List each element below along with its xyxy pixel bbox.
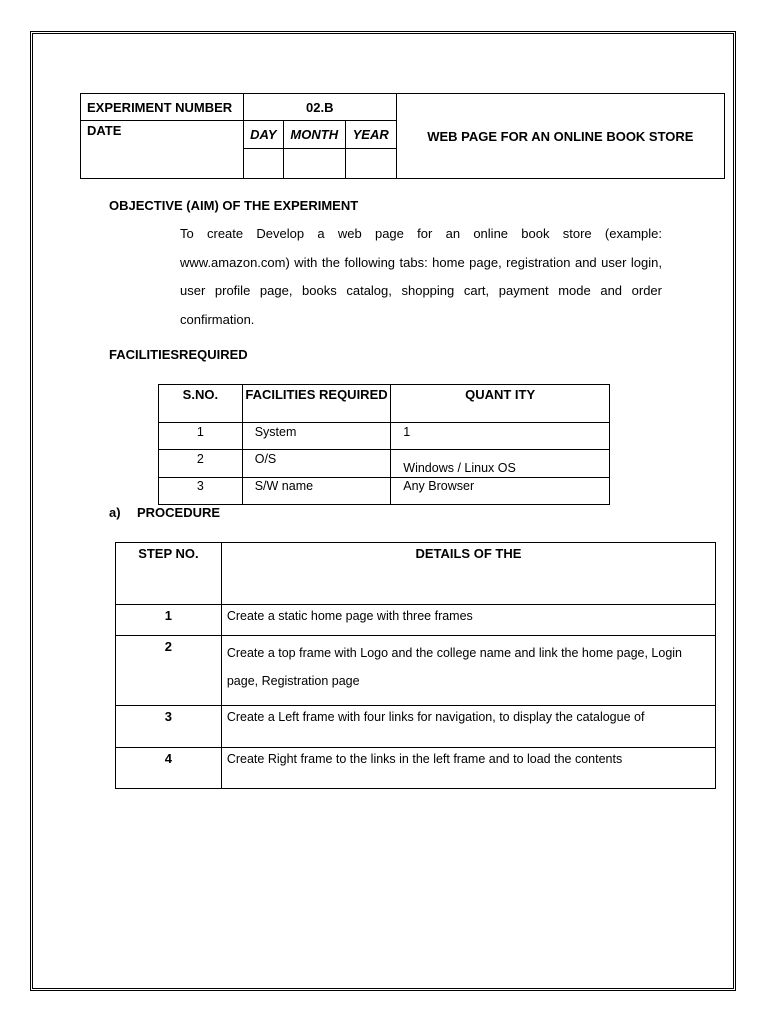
facilities-row3-facility: S/W name <box>242 478 391 505</box>
step-3-number: 3 <box>116 706 222 748</box>
facilities-col-facilities: FACILITIES REQUIRED <box>242 385 391 423</box>
year-label: YEAR <box>345 121 396 149</box>
day-label: DAY <box>243 121 283 149</box>
facilities-row2-sno: 2 <box>159 450 243 478</box>
facilities-row3-quantity: Any Browser <box>391 478 610 505</box>
month-value <box>283 149 345 179</box>
step-1-number: 1 <box>116 605 222 636</box>
facilities-col-quantity: QUANT ITY <box>391 385 610 423</box>
objective-text: To create Develop a web page for an online book store (example: www.amazon.com) with the following tabs: home page, registration and user login, user profile page, books catalog, shopping cart, payment mode and order confirmation. <box>180 226 662 327</box>
procedure-marker: a) <box>109 505 121 520</box>
facilities-row2-facility: O/S <box>242 450 391 478</box>
facilities-row2-quantity: Windows / Linux OS <box>391 450 610 478</box>
objective-heading: OBJECTIVE (AIM) OF THE EXPERIMENT <box>109 198 359 213</box>
procedure-col-details: DETAILS OF THE <box>221 543 715 605</box>
month-label: MONTH <box>283 121 345 149</box>
year-value <box>345 149 396 179</box>
experiment-number-value: 02.B <box>243 94 396 121</box>
facilities-row3-sno: 3 <box>159 478 243 505</box>
step-4-text: Create Right frame to the links in the left frame and to load the contents <box>221 748 715 789</box>
facilities-row1-facility: System <box>242 423 391 450</box>
step-2-number: 2 <box>116 636 222 706</box>
experiment-header-table <box>80 93 725 179</box>
facilities-row1-quantity: 1 <box>391 423 610 450</box>
procedure-heading: PROCEDURE <box>137 505 221 520</box>
facilities-row1-sno: 1 <box>159 423 243 450</box>
experiment-number-label: EXPERIMENT NUMBER <box>81 94 244 121</box>
facilities-table <box>158 384 610 505</box>
facilities-col-sno: S.NO. <box>159 385 243 423</box>
experiment-title: WEB PAGE FOR AN ONLINE BOOK STORE <box>396 94 724 179</box>
step-4-number: 4 <box>116 748 222 789</box>
step-1-text: Create a static home page with three frames <box>221 605 715 636</box>
facilities-heading: FACILITIESREQUIRED <box>109 347 248 362</box>
procedure-col-step: STEP NO. <box>116 543 222 605</box>
date-label: DATE <box>81 121 244 179</box>
procedure-table <box>115 542 716 789</box>
day-value <box>243 149 283 179</box>
step-3-text: Create a Left frame with four links for navigation, to display the catalogue of <box>221 706 715 748</box>
step-2-text: Create a top frame with Logo and the college name and link the home page, Login page, Registration page <box>221 636 715 706</box>
